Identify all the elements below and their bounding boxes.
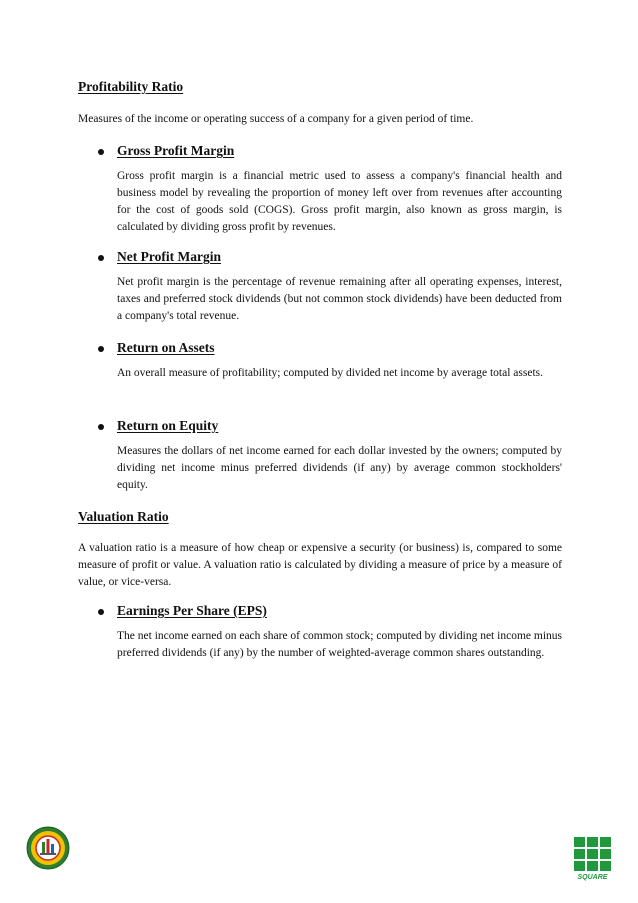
bullet-body: Net profit margin is the percentage of revenue remaining after all operating expenses, interest, taxes and preferred stock dividends (but not common stock dividends) have been deducted from a company's total revenue. xyxy=(117,276,562,322)
valuation-intro: A valuation ratio is a measure of how cheap or expensive a security (or business) is, compared to some measure of profit or value. A valuation ratio is calculated by dividing a measure of price by a measure of value, or vice-versa. xyxy=(78,542,562,588)
bullet-title: Gross Profit Margin xyxy=(117,143,235,158)
bullet-return-on-equity xyxy=(78,418,562,438)
bullet-return-on-assets xyxy=(78,340,562,360)
profitability-heading: Profitability Ratio xyxy=(78,79,184,94)
square-logo xyxy=(574,837,614,881)
bullet-dot-icon xyxy=(98,609,104,615)
profitability-intro: Measures of the income or operating success of a company for a given period of time. xyxy=(78,113,474,125)
bullet-title: Return on Equity xyxy=(117,418,219,433)
institution-seal-logo xyxy=(26,826,70,870)
bullet-title: Earnings Per Share (EPS) xyxy=(117,603,267,618)
bullet-dot-icon xyxy=(98,255,104,261)
bullet-title: Return on Assets xyxy=(117,340,215,355)
bullet-body: An overall measure of profitability; computed by divided net income by average total assets. xyxy=(117,367,544,379)
bullet-body: The net income earned on each share of common stock; computed by dividing net income minus preferred dividends (if any) by the number of weighted-average common shares outstanding. xyxy=(117,630,562,659)
bullet-dot-icon xyxy=(98,424,104,430)
bullet-title: Net Profit Margin xyxy=(117,249,221,264)
bullet-gross-profit-margin xyxy=(78,143,562,163)
bullet-net-profit-margin xyxy=(78,249,562,269)
bullet-dot-icon xyxy=(98,346,104,352)
bullet-body: Gross profit margin is a financial metric used to assess a company's financial health and business model by revealing the proportion of money left over from revenues after accounting for the cost of goods sold (COGS). Gross profit margin, also known as gross margin, is calculated by dividing gross profit by revenues. xyxy=(117,170,562,233)
square-logo-text: SQUARE xyxy=(577,874,608,881)
bullet-earnings-per-share xyxy=(78,603,562,623)
bullet-body: Measures the dollars of net income earned for each dollar invested by the owners; computed by dividing net income minus preferred dividends (if any) by average common stockholders' equity. xyxy=(117,445,562,491)
valuation-heading: Valuation Ratio xyxy=(78,509,169,524)
bullet-dot-icon xyxy=(98,149,104,155)
